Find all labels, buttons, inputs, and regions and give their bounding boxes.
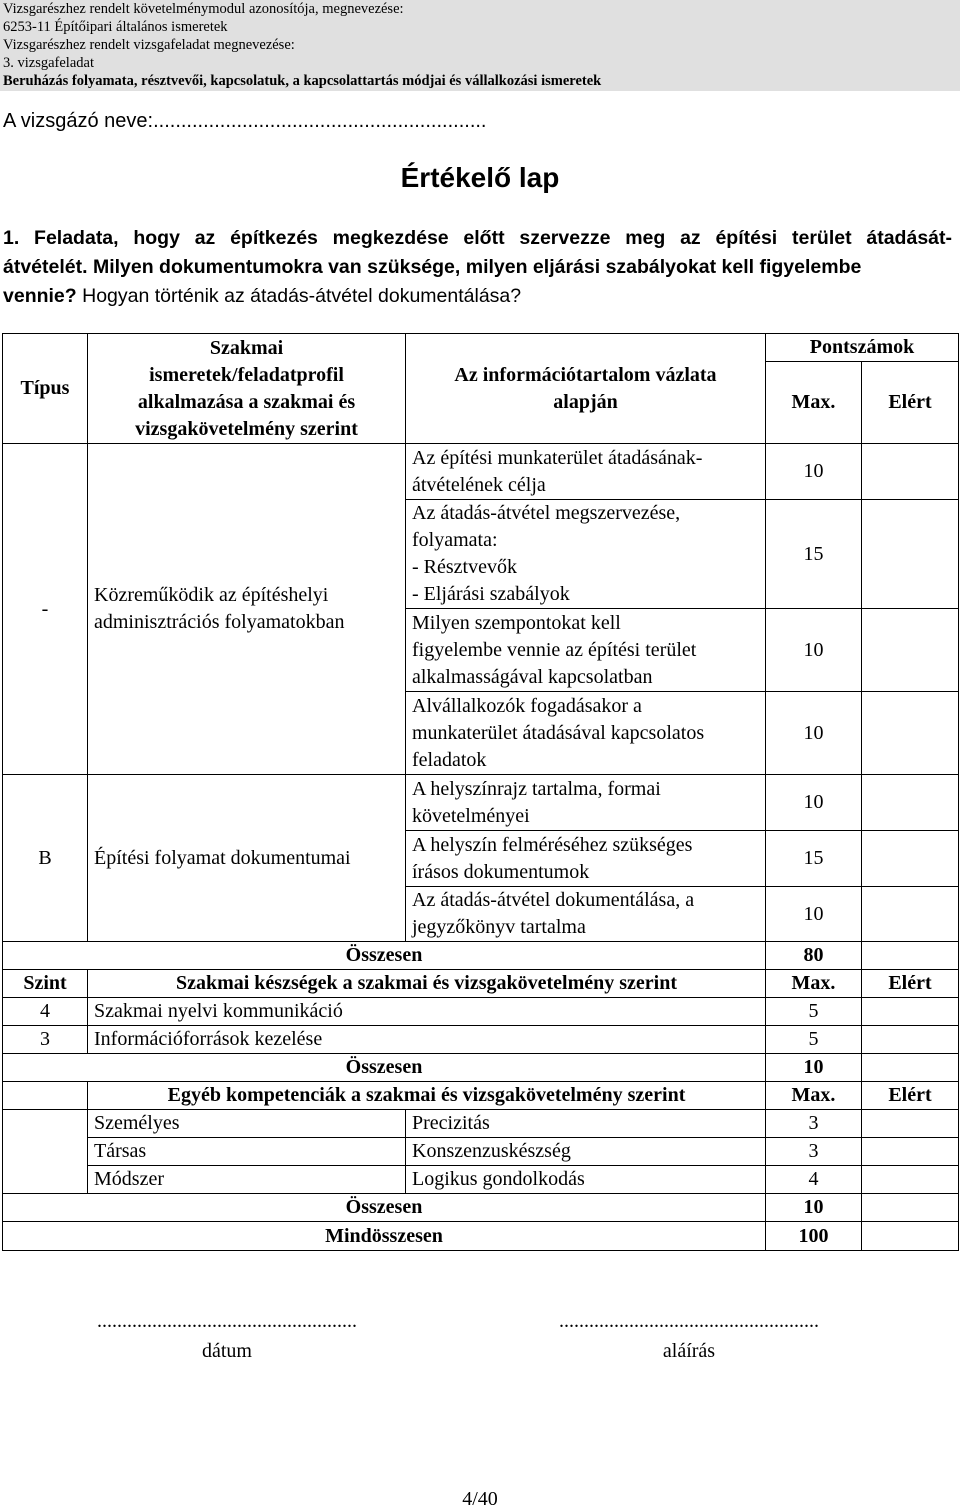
row-max: 5 xyxy=(766,1026,862,1054)
row-achieved-cell[interactable] xyxy=(862,998,959,1026)
row-info-line: feladatok xyxy=(412,748,487,771)
section-total-value: 10 xyxy=(766,1054,862,1082)
col-header-profile-line: Szakmai xyxy=(209,336,284,359)
col-header-level: Szint xyxy=(3,970,88,998)
col-header-max: Max. xyxy=(766,970,862,998)
page-title: Értékelő lap xyxy=(400,162,560,193)
header-module-label: Vizsgarészhez rendelt követelménymodul azonosítója, megnevezése: xyxy=(3,1,404,17)
row-info xyxy=(406,775,766,831)
col-header-info-line: Az információtartalom vázlata xyxy=(454,363,717,386)
row-achieved-cell[interactable] xyxy=(862,1166,959,1194)
row-info-line: figyelembe vennie az építési terület xyxy=(412,638,697,661)
row-info xyxy=(406,444,766,500)
row-info-line: Az építési munkaterület átadásának- xyxy=(412,446,703,469)
grand-total-label: Mindösszesen xyxy=(3,1222,766,1251)
row-category: Módszer xyxy=(88,1166,406,1194)
row-info-line: átvételének célja xyxy=(412,473,546,496)
row-info xyxy=(406,500,766,609)
col-header-profile-line: alkalmazása a szakmai és xyxy=(137,390,356,413)
table-row xyxy=(3,1082,959,1110)
row-max: 5 xyxy=(766,998,862,1026)
table-row xyxy=(3,444,959,500)
row-profile: Építési folyamat dokumentumai xyxy=(88,775,406,942)
row-info-line: Milyen szempontokat kell xyxy=(412,611,621,634)
row-max: 10 xyxy=(766,609,862,692)
table-row xyxy=(3,775,959,831)
row-info-line: folyamata: xyxy=(412,529,498,551)
grand-total-achieved-cell[interactable] xyxy=(862,1222,959,1251)
section-total-achieved-cell[interactable] xyxy=(862,942,959,970)
row-achieved-cell[interactable] xyxy=(862,1026,959,1054)
row-info-line: - Eljárási szabályok xyxy=(412,583,570,605)
row-max: 10 xyxy=(766,775,862,831)
row-max: 3 xyxy=(766,1110,862,1138)
row-max: 3 xyxy=(766,1138,862,1166)
task-line-2: átvételét. Milyen dokumentumokra van szüksége, milyen eljárási szabályokat kell figyelembe xyxy=(3,256,862,278)
section-total-value: 80 xyxy=(766,942,862,970)
row-achieved-cell[interactable] xyxy=(862,444,959,500)
row-achieved-cell[interactable] xyxy=(862,775,959,831)
table-row xyxy=(3,1194,959,1222)
section-total-achieved-cell[interactable] xyxy=(862,1054,959,1082)
row-level: 4 xyxy=(3,998,88,1026)
row-max: 4 xyxy=(766,1166,862,1194)
row-achieved-cell[interactable] xyxy=(862,609,959,692)
table-row xyxy=(3,1054,959,1082)
col-header-profile-line: vizsgakövetelmény szerint xyxy=(135,417,358,440)
section-total-achieved-cell[interactable] xyxy=(862,1194,959,1222)
date-signature-block xyxy=(82,1306,372,1366)
section-total-value: 10 xyxy=(766,1194,862,1222)
row-category: Személyes xyxy=(88,1110,406,1138)
row-max: 10 xyxy=(766,692,862,775)
row-info-line: Az átadás-átvétel megszervezése, xyxy=(412,502,681,524)
row-profile xyxy=(88,444,406,775)
row-info-line: Az átadás-átvétel dokumentálása, a xyxy=(412,889,695,911)
col-header-achieved: Elért xyxy=(862,970,959,998)
col-header-max: Max. xyxy=(766,362,862,444)
row-info xyxy=(406,692,766,775)
row-info-line: Alvállalkozók fogadásakor a xyxy=(412,694,642,717)
row-max: 15 xyxy=(766,831,862,887)
col-header-achieved: Elért xyxy=(862,1082,959,1110)
table-row xyxy=(3,1110,959,1138)
empty-cell xyxy=(3,1110,88,1138)
table-row xyxy=(3,998,959,1026)
row-profile-line: adminisztrációs folyamatokban xyxy=(94,611,345,633)
table-row xyxy=(3,1166,959,1194)
task-line-3 xyxy=(0,282,952,311)
row-competence: Konszenzuskészség xyxy=(406,1138,766,1166)
row-achieved-cell[interactable] xyxy=(862,1110,959,1138)
row-profile-line: Közreműködik az építéshelyi xyxy=(94,584,329,606)
header-module-value: 6253-11 Építőipari általános ismeretek xyxy=(3,19,228,35)
table-row xyxy=(3,1222,959,1251)
section-title: Szakmai készségek a szakmai és vizsgakövetelmény szerint xyxy=(88,970,766,998)
section-total-label: Összesen xyxy=(3,1054,766,1082)
empty-cell xyxy=(3,1082,88,1110)
task-description xyxy=(0,224,952,311)
col-header-achieved: Elért xyxy=(862,362,959,444)
page-number: 4/40 xyxy=(462,1488,498,1510)
grand-total-value: 100 xyxy=(766,1222,862,1251)
row-info-line: alkalmasságával kapcsolatban xyxy=(412,665,653,688)
row-info-line: A helyszínrajz tartalma, formai xyxy=(412,777,661,800)
table-row xyxy=(3,942,959,970)
col-header-info xyxy=(406,334,766,444)
row-achieved-cell[interactable] xyxy=(862,887,959,942)
task-line-1: 1. Feladata, hogy az építkezés megkezdése előtt szervezze meg az építési terület átadását- xyxy=(3,227,952,249)
signature-dots: .................................................... xyxy=(559,1310,819,1332)
examinee-name-field: A vizsgázó neve:............................................................ xyxy=(3,110,487,132)
section-total-label: Összesen xyxy=(3,942,766,970)
row-max: 10 xyxy=(766,887,862,942)
row-achieved-cell[interactable] xyxy=(862,831,959,887)
row-info xyxy=(406,831,766,887)
document-header xyxy=(0,0,960,91)
row-skill: Információforrások kezelése xyxy=(88,1026,766,1054)
row-info-line: - Résztvevők xyxy=(412,556,517,578)
empty-cell xyxy=(3,1166,88,1194)
row-max: 10 xyxy=(766,444,862,500)
row-competence: Logikus gondolkodás xyxy=(406,1166,766,1194)
row-info-line: jegyzőkönyv tartalma xyxy=(412,916,586,938)
table-row xyxy=(3,1138,959,1166)
row-info-line: A helyszín felméréséhez szükséges xyxy=(412,833,693,856)
col-header-profile-line: ismeretek/feladatprofil xyxy=(149,363,344,386)
section-title: Egyéb kompetenciák a szakmai és vizsgakövetelmény szerint xyxy=(88,1082,766,1110)
table-row xyxy=(3,970,959,998)
task-line-3-bold: vennie? xyxy=(3,285,77,307)
empty-cell xyxy=(3,1138,88,1166)
header-task-number: 3. vizsgafeladat xyxy=(3,55,94,71)
date-dots: .................................................... xyxy=(97,1310,357,1332)
row-type: - xyxy=(3,444,88,775)
evaluation-table xyxy=(2,333,959,1251)
signature-block xyxy=(544,1306,834,1366)
col-header-max: Max. xyxy=(766,1082,862,1110)
row-info-line: írásos dokumentumok xyxy=(412,860,590,883)
row-type: B xyxy=(3,775,88,942)
row-info-line: követelményei xyxy=(412,804,530,827)
signature-label: aláírás xyxy=(662,1340,716,1362)
col-header-profile xyxy=(88,334,406,444)
col-header-info-line: alapján xyxy=(553,390,618,413)
row-competence: Precizitás xyxy=(406,1110,766,1138)
row-info xyxy=(406,609,766,692)
row-max: 15 xyxy=(766,500,862,609)
table-row xyxy=(3,1026,959,1054)
col-header-points: Pontszámok xyxy=(766,334,959,362)
row-category: Társas xyxy=(88,1138,406,1166)
row-level: 3 xyxy=(3,1026,88,1054)
col-header-type: Típus xyxy=(3,334,88,444)
row-achieved-cell[interactable] xyxy=(862,1138,959,1166)
header-task-label: Vizsgarészhez rendelt vizsgafeladat megnevezése: xyxy=(3,37,295,53)
section-total-label: Összesen xyxy=(3,1194,766,1222)
header-task-title: Beruházás folyamata, résztvevői, kapcsolatuk, a kapcsolattartás módjai és vállalkozási ismeretek xyxy=(3,73,602,89)
row-achieved-cell[interactable] xyxy=(862,500,959,609)
row-info xyxy=(406,887,766,942)
task-line-3-rest: Hogyan történik az átadás-átvétel dokumentálása? xyxy=(76,285,522,307)
row-skill: Szakmai nyelvi kommunikáció xyxy=(88,998,766,1026)
row-achieved-cell[interactable] xyxy=(862,692,959,775)
date-label: dátum xyxy=(202,1340,252,1362)
row-info-line: munkaterület átadásával kapcsolatos xyxy=(412,721,705,744)
